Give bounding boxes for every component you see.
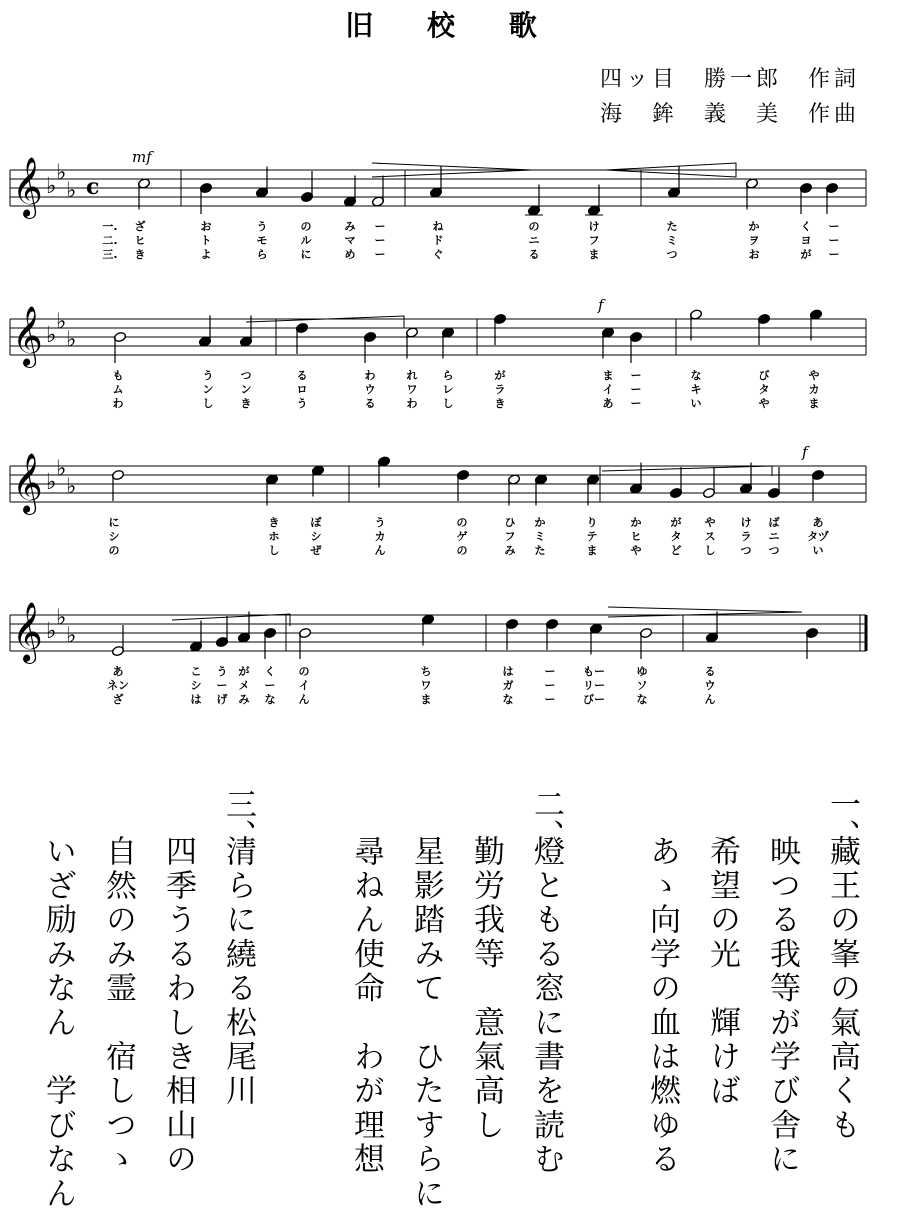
staff-system-4 xyxy=(10,602,866,664)
lyric-syllable: ニ xyxy=(528,234,540,247)
composer-credit: 海 鉾 義 美 作曲 xyxy=(599,102,860,127)
verse-number: 一. xyxy=(102,220,118,233)
lyric-syllable: お xyxy=(748,248,760,261)
lyric-syllable: こ xyxy=(190,665,202,678)
lyric-syllable: フ xyxy=(588,234,600,247)
lyric-syllable: ー xyxy=(630,369,642,382)
lyric-syllable: ヲ xyxy=(748,234,760,247)
lyric-syllable: あ xyxy=(812,516,824,529)
lyric-syllable: み xyxy=(344,220,356,233)
lyric-syllable: き xyxy=(494,397,506,410)
lyric-syllable: ガ xyxy=(502,679,514,692)
lyric-syllable: わ xyxy=(112,397,124,410)
lyric-syllable: ミ xyxy=(534,530,546,543)
lyric-syllable: か xyxy=(748,220,760,233)
lyrics-system-3 xyxy=(109,515,829,557)
lyric-syllable: リー xyxy=(583,679,605,692)
lyric-syllable: の xyxy=(456,516,468,529)
lyric-syllable: シ xyxy=(108,530,120,543)
lyric-syllable: け xyxy=(588,220,600,233)
lyrics-system-2 xyxy=(113,368,820,410)
lyric-syllable: ド xyxy=(432,234,444,247)
lyric-syllable: ン xyxy=(240,383,252,396)
lyric-syllable: る xyxy=(704,665,716,678)
verse-2-line-4: 尋ねん使命 わが理想 xyxy=(348,835,384,1177)
lyric-syllable: マ xyxy=(344,234,356,247)
lyric-syllable: が xyxy=(494,369,506,382)
verse-3-line-4: いざ励みなん 学びなん xyxy=(40,835,76,1211)
lyric-syllable: キ xyxy=(690,383,702,396)
lyric-syllable: は xyxy=(190,693,202,706)
lyric-syllable: ル xyxy=(300,234,312,247)
lyric-syllable: う xyxy=(202,369,214,382)
lyric-syllable: ニ xyxy=(768,530,780,543)
lyric-syllable: ら xyxy=(256,248,268,261)
dynamic-mark: mf xyxy=(132,148,152,166)
dynamic-mark: f xyxy=(802,443,808,461)
lyric-syllable: ー xyxy=(828,234,840,247)
flat-icon: ♭ xyxy=(46,619,57,644)
staff-system-3 xyxy=(10,453,866,515)
flat-icon: ♭ xyxy=(46,174,57,199)
lyric-syllable: ざ xyxy=(134,220,146,233)
lyric-syllable: な xyxy=(264,693,276,706)
lyric-syllable: ホ xyxy=(268,530,280,543)
lyric-syllable: み xyxy=(238,693,250,706)
lyric-syllable: ヒ xyxy=(134,234,146,247)
lyric-syllable: い xyxy=(812,544,824,557)
lyric-syllable: な xyxy=(502,693,514,706)
lyric-syllable: う xyxy=(216,665,228,678)
lyric-syllable: ー xyxy=(374,220,386,233)
lyric-syllable: イ xyxy=(602,383,614,396)
verse-2-line-2: 勤労我等 意氣高し xyxy=(468,835,504,1143)
lyric-syllable: に xyxy=(108,516,120,529)
lyric-syllable: な xyxy=(690,369,702,382)
verse-3-line-1: 清らに繞る松尾川 xyxy=(220,835,256,1109)
lyric-syllable: よ xyxy=(200,248,212,261)
lyric-syllable: げ xyxy=(216,693,228,706)
lyric-syllable: ら xyxy=(442,369,454,382)
lyric-syllable: ぐ xyxy=(432,248,444,261)
verse-3-number: 三、 xyxy=(220,788,256,850)
lyric-syllable: カ xyxy=(374,530,386,543)
lyric-syllable: き xyxy=(240,397,252,410)
song-title: 旧 校 歌 xyxy=(345,9,559,42)
lyric-syllable: り xyxy=(586,516,598,529)
lyric-syllable: や xyxy=(630,544,642,557)
lyric-syllable: ね xyxy=(432,220,444,233)
lyric-syllable: イ xyxy=(298,679,310,692)
lyric-syllable: ウ xyxy=(704,679,716,692)
lyric-syllable: ー xyxy=(630,397,642,410)
verse-1-number: 一、 xyxy=(824,788,860,850)
lyric-syllable: ー xyxy=(828,248,840,261)
lyric-syllable: お xyxy=(200,220,212,233)
lyric-syllable: シ xyxy=(190,679,202,692)
lyric-syllable: カ xyxy=(808,383,820,396)
lyric-syllable: し xyxy=(268,544,280,557)
lyric-syllable: た xyxy=(534,544,546,557)
lyric-syllable: の xyxy=(298,665,310,678)
lyric-syllable: ま xyxy=(586,544,598,557)
lyric-syllable: ゆ xyxy=(636,665,648,678)
lyric-syllable: わ xyxy=(364,369,376,382)
lyric-syllable: や xyxy=(808,369,820,382)
flat-icon: ♭ xyxy=(56,605,67,631)
lyric-syllable: ワ xyxy=(406,383,418,396)
lyric-syllable: ー xyxy=(630,383,642,396)
treble-clef-icon: 𝄞 xyxy=(12,453,43,513)
lyric-syllable: ー xyxy=(544,665,556,678)
flat-icon: ♭ xyxy=(66,178,77,204)
lyrics-system-4 xyxy=(107,665,716,706)
treble-clef-icon: 𝄞 xyxy=(12,602,43,662)
lyric-syllable: に xyxy=(300,248,312,261)
lyric-syllable: ロ xyxy=(296,383,308,396)
lyric-syllable: ー xyxy=(264,679,276,692)
lyric-syllable: る xyxy=(528,248,540,261)
lyric-syllable: し xyxy=(202,397,214,410)
lyric-syllable: つ xyxy=(240,369,252,382)
lyric-syllable: は xyxy=(502,665,514,678)
verse-number: 二. xyxy=(102,234,118,247)
flat-icon: ♭ xyxy=(56,309,67,335)
lyric-syllable: き xyxy=(134,248,146,261)
lyric-syllable: タ xyxy=(670,530,682,543)
lyric-syllable: ま xyxy=(588,248,600,261)
lyric-syllable: あ xyxy=(112,665,124,678)
lyric-syllable: が xyxy=(800,248,812,261)
lyric-syllable: う xyxy=(374,516,386,529)
hairpin-line xyxy=(246,316,404,328)
lyric-syllable: ン xyxy=(202,383,214,396)
lyric-syllable: や xyxy=(704,516,716,529)
lyric-syllable: つ xyxy=(768,544,780,557)
verse-number: 三. xyxy=(102,248,118,261)
flat-icon: ♭ xyxy=(46,470,57,495)
notes-system-1 xyxy=(137,167,838,217)
lyric-syllable: ん xyxy=(298,693,310,706)
lyric-syllable: く xyxy=(800,220,812,233)
flat-icon: ♭ xyxy=(46,323,57,348)
lyric-syllable: ス xyxy=(704,530,716,543)
lyric-syllable: う xyxy=(256,220,268,233)
verse-1-line-1: 藏王の峯の氣高くも xyxy=(824,835,860,1143)
lyric-syllable: ー xyxy=(544,693,556,706)
lyric-syllable: な xyxy=(636,693,648,706)
lyrics-system-1 xyxy=(102,219,839,261)
lyric-syllable: ま xyxy=(808,397,820,410)
lyric-syllable: ヒ xyxy=(630,530,642,543)
lyric-syllable: ち xyxy=(420,665,432,678)
lyricist-credit: 四ッ目 勝一郎 作詞 xyxy=(599,67,860,92)
lyric-syllable: ま xyxy=(420,693,432,706)
lyric-syllable: ー xyxy=(216,679,228,692)
lyric-syllable: め xyxy=(344,248,356,261)
lyric-syllable: ぼ xyxy=(310,516,322,529)
notes-system-4 xyxy=(111,612,818,660)
lyric-syllable: や xyxy=(758,397,770,410)
verse-1-line-2: 映つる我等が学び舎に xyxy=(764,835,800,1177)
flat-icon: ♭ xyxy=(56,456,67,482)
staff-system-2 xyxy=(10,306,866,368)
lyric-syllable: ー xyxy=(374,248,386,261)
notes-system-3 xyxy=(111,456,824,506)
dynamic-mark: f xyxy=(598,296,604,314)
lyric-syllable: し xyxy=(442,397,454,410)
lyric-syllable: ラ xyxy=(494,383,506,396)
lyric-syllable: ソ xyxy=(636,679,648,692)
verse-2-number: 二、 xyxy=(528,788,564,850)
lyric-syllable: ム xyxy=(112,383,124,396)
lyric-syllable: ワ xyxy=(420,679,432,692)
lyric-syllable: あ xyxy=(602,397,614,410)
lyric-syllable: ざ xyxy=(112,693,124,706)
lyric-syllable: ト xyxy=(200,234,212,247)
verse-3-line-2: 四季うるわしき相山の xyxy=(160,835,196,1177)
lyric-syllable: レ xyxy=(442,383,454,396)
flat-icon: ♭ xyxy=(66,623,77,649)
lyric-syllable: つ xyxy=(740,544,752,557)
lyric-syllable: ゲ xyxy=(456,530,468,543)
lyric-syllable: く xyxy=(264,665,276,678)
lyric-syllable: が xyxy=(670,516,682,529)
notes xyxy=(108,167,838,660)
lyric-syllable: シ xyxy=(310,530,322,543)
lyric-syllable: ん xyxy=(374,544,386,557)
lyric-syllable: びー xyxy=(583,693,605,706)
treble-clef-icon: 𝄞 xyxy=(12,306,43,366)
lyric-syllable: う xyxy=(296,397,308,410)
lyric-syllable: つ xyxy=(666,248,678,261)
lyric-syllable: ー xyxy=(828,220,840,233)
lyric-syllable: の xyxy=(300,220,312,233)
lyric-syllable: ま xyxy=(602,369,614,382)
verse-3-line-3: 自然のみ霊 宿しつゝ xyxy=(100,835,136,1177)
lyric-syllable: ひ xyxy=(504,516,516,529)
treble-clef-icon: 𝄞 xyxy=(12,157,43,217)
lyric-syllable: も xyxy=(112,369,124,382)
lyric-syllable: の xyxy=(108,544,120,557)
flat-icon: ♭ xyxy=(66,327,77,353)
lyric-syllable: が xyxy=(238,665,250,678)
lyric-syllable: れ xyxy=(406,369,418,382)
lyric-syllable: メ xyxy=(238,679,250,692)
lyric-syllable: る xyxy=(296,369,308,382)
lyric-syllable: け xyxy=(740,516,752,529)
lyric-syllable: の xyxy=(456,544,468,557)
verse-1-line-3: 希望の光 輝けば xyxy=(704,835,740,1109)
lyric-syllable: み xyxy=(504,544,516,557)
lyric-syllable: タ xyxy=(758,383,770,396)
lyric-syllable: か xyxy=(534,516,546,529)
lyric-syllable: し xyxy=(704,544,716,557)
lyric-syllable: い xyxy=(690,397,702,410)
lyric-syllable: モ xyxy=(256,234,268,247)
lyric-syllable: ウ xyxy=(364,383,376,396)
lyric-syllable: ラ xyxy=(740,530,752,543)
common-time-icon: c xyxy=(86,174,100,200)
lyric-syllable: ヨ xyxy=(800,234,812,247)
lyric-syllable: き xyxy=(268,516,280,529)
verse-1-line-4: あゝ向学の血は燃ゆる xyxy=(644,835,680,1177)
lyric-syllable: もー xyxy=(583,665,605,678)
lyric-syllable: か xyxy=(630,516,642,529)
lyric-syllable: ば xyxy=(768,516,780,529)
lyric-syllable: ネン xyxy=(107,679,129,692)
verse-2-line-1: 燈ともる窓に書を読む xyxy=(528,835,564,1177)
lyric-syllable: ど xyxy=(670,544,682,557)
flat-icon: ♭ xyxy=(66,474,77,500)
lyric-syllable: ミ xyxy=(666,234,678,247)
flat-icon: ♭ xyxy=(56,160,67,186)
lyric-syllable: わ xyxy=(406,397,418,410)
lyric-syllable: ー xyxy=(544,679,556,692)
lyric-syllable: の xyxy=(528,220,540,233)
lyric-syllable: る xyxy=(364,397,376,410)
dynamics xyxy=(132,148,810,461)
lyric-syllable: フ xyxy=(504,530,516,543)
lyric-syllable: タヅ xyxy=(807,530,829,543)
lyric-syllable: た xyxy=(666,220,678,233)
lyric-syllable: ー xyxy=(374,234,386,247)
verse-2-line-3: 星影踏みて ひたすらに xyxy=(408,835,444,1211)
lyric-syllable: ぜ xyxy=(310,544,322,557)
lyric-syllable: テ xyxy=(586,530,598,543)
lyric-syllable: ん xyxy=(704,693,716,706)
lyric-syllable: び xyxy=(758,369,770,382)
